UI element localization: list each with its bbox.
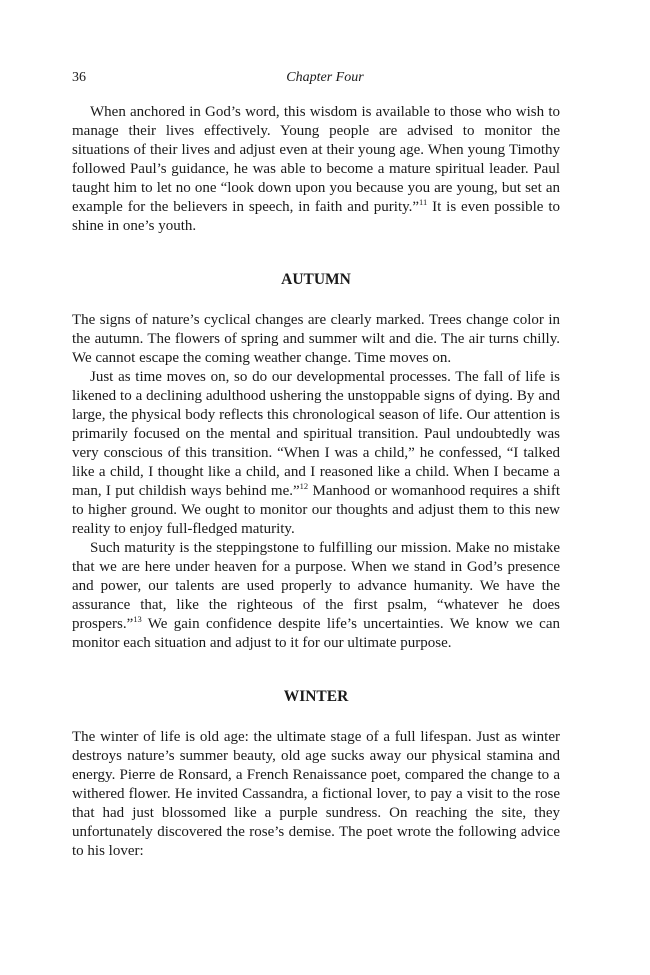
paragraph-youth: When anchored in God’s word, this wisdom is available to those who wish to manage their lives effectively. Young people are advised to monitor the situations of their lives and adjust even at their young age. When young Timothy followed Paul’s guidance, he was able to become a mature spiritual leader. Paul taught him to let no one “look down upon you because you are young, but set an example for the believers in speech, in faith and purity.”$^{11}$ It is even possible to shine in one’s youth. <box>72 104 560 234</box>
running-head <box>72 70 578 90</box>
page-number: 36 <box>72 70 86 85</box>
paragraph-autumn-signs: The signs of nature’s cyclical changes are clearly marked. Trees change color in the autumn. The flowers of spring and summer wilt and die. The air turns chilly. We cannot escape the coming weather change. Time moves on. <box>72 312 560 366</box>
chapter-title: Chapter Four <box>286 70 364 85</box>
footnote-ref-11: 11 <box>419 197 428 207</box>
paragraph-winter: The winter of life is old age: the ultimate stage of a full lifespan. Just as winter destroys nature’s summer beauty, old age sucks away our physical stamina and energy. Pierre de Ronsard, a French Renaissance poet, compared the change to a withered flower. He invited Cassandra, a fictional lover, to pay a visit to the rose that had just blossomed like a purple sundress. On reaching the site, they unfortunately discovered the rose’s demise. The poet wrote the following advice to his lover: <box>72 729 560 859</box>
paragraph-autumn-development: Just as time moves on, so do our developmental processes. The fall of life is likened to a declining adulthood ushering the unstoppable signs of dying. By and large, the physical body reflects this chronological season of life. Our attention is primarily focused on the mental and spiritual transition. Paul undoubtedly was very conscious of this transition. “When I was a child,” he confessed, “I talked like a child, I thought like a child, and I reasoned like a child. When I became a man, I put childish ways behind me.”$^{12}$ Manhood or womanhood requires a shift to higher ground. We ought to monitor our thoughts and adjust them to this new reality to enjoy full-fledged maturity. <box>72 369 560 537</box>
page-body <box>72 103 560 861</box>
section-heading-autumn: AUTUMN <box>281 271 351 288</box>
paragraph-autumn-maturity: Such maturity is the steppingstone to fulfilling our mission. Make no mistake that we are here under heaven for a purpose. When we stand in God’s presence and power, our talents are used properly to advance humanity. We have the assurance that, like the righteous of the first psalm, “whatever he does prospers.”$^{13}$ We gain confidence despite life’s uncertainties. We know we can monitor each situation and adjust to it for our ultimate purpose. <box>72 540 560 651</box>
footnote-ref-13: 13 <box>133 614 142 624</box>
section-heading-winter: WINTER <box>283 688 349 705</box>
footnote-ref-12: 12 <box>299 481 309 491</box>
